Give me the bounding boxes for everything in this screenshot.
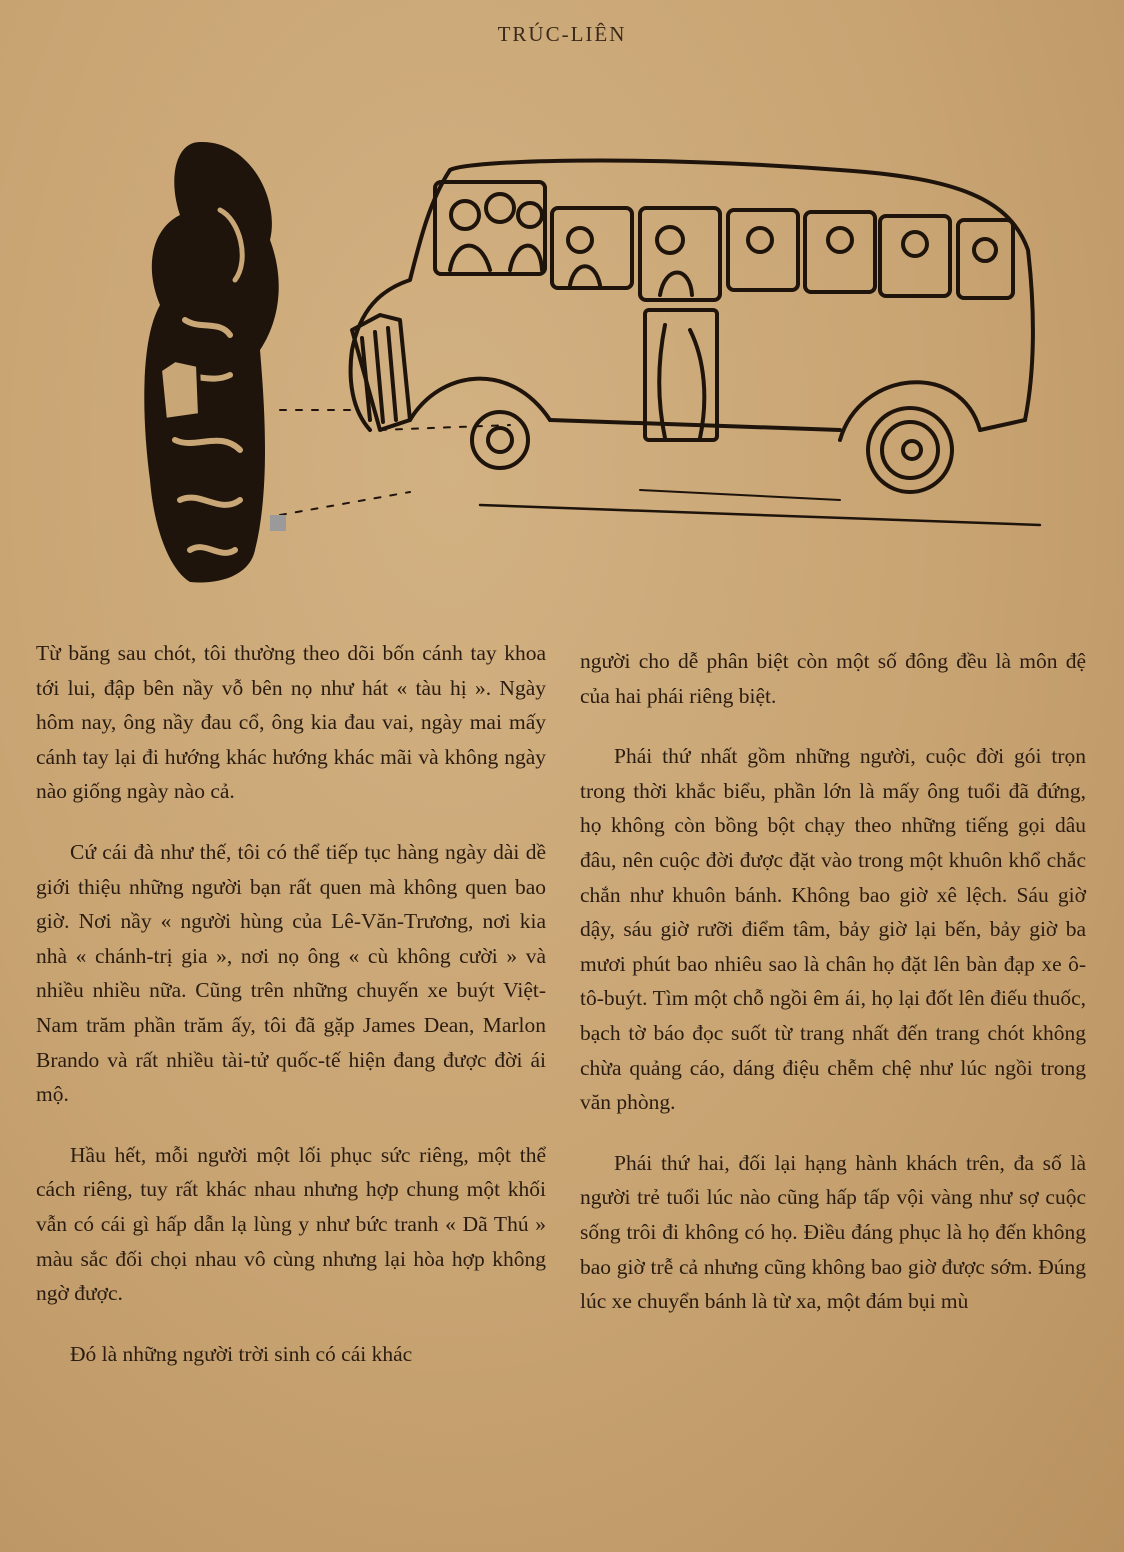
right-text-column bbox=[580, 644, 1086, 1319]
bus-drawing bbox=[351, 161, 1040, 525]
running-header: TRÚC-LIÊN bbox=[497, 22, 627, 46]
paragraph: Phái thứ hai, đối lại hạng hành khách trên, đa số là người trẻ tuổi lúc nào cũng hấp tấp vội vàng như sợ cuộc sống trôi đi không có họ. Điều đáng phục là họ đến không bao giờ trễ cả nhưng cũng không bao giờ được sớm. Đúng lúc xe chuyển bánh là từ xa, một đám bụi mù bbox=[580, 1150, 1086, 1314]
paragraph: Phái thứ nhất gồm những người, cuộc đời gói trọn trong thời khắc biểu, phần lớn là mấy ông tuổi đã đứng, họ không còn bồng bột chạy theo những tiếng gọi dâu đâu, nên cuộc đời được đặt vào trong một khuôn khổ chắc chắn như khuôn bánh. Không bao giờ xê lệch. Sáu giờ dậy, sáu giờ rưỡi điểm tâm, bảy giờ lại bến, bảy giờ ba mươi phút bao nhiêu sao là chân họ đặt lên bàn đạp xe ô-tô-buýt. Tìm một chỗ ngồi êm ái, họ lại đốt lên điếu thuốc, bạch tờ báo đọc suốt từ trang nhất đến trang chót không chừa quảng cáo, dáng điệu chễm chệ như lúc ngồi trong văn phòng. bbox=[580, 744, 1086, 1115]
paragraph: Từ băng sau chót, tôi thường theo dõi bốn cánh tay khoa tới lui, đập bên nầy vỗ bên nọ như hát « tàu hị ». Ngày hôm nay, ông nầy đau cổ, ông kia đau vai, ngày mai mấy cánh tay lại đi hướng khác hướng khác mãi và không ngày nào giống ngày nào cả. bbox=[36, 641, 546, 804]
paragraph: Đó là những người trời sinh có cái khác bbox=[70, 1341, 413, 1366]
paragraph: Cứ cái đà như thế, tôi có thể tiếp tục hàng ngày dài dề giới thiệu những người bạn rất quen mà không quen bao giờ. Nơi nầy « người hùng của Lê-Văn-Trương, nơi kia nhà « chánh-trị gia », nơi nọ ông « cù không cười » và nhiều nhiều nữa. Cũng trên những chuyến xe buýt Việt-Nam trăm phần trăm ấy, tôi đã gặp James Dean, Marlon Brando và rất nhiều tài-tử quốc-tế hiện đang được đời ái mộ. bbox=[36, 839, 546, 1107]
paragraph: Hầu hết, mỗi người một lối phục sức riêng, một thể cách riêng, tuy rất khác nhau nhưng hợp chung một khối vẫn có cái gì hấp dẫn lạ lùng y như bức tranh « Dã Thú » màu sắc đối chọi nhau vô cùng nhưng lại hòa hợp không ngờ được. bbox=[36, 1142, 546, 1306]
bus-and-woman-illustration bbox=[80, 120, 1060, 590]
left-text-column bbox=[36, 636, 546, 1371]
paragraph: người cho dễ phân biệt còn một số đông đều là môn đệ của hai phái riêng biệt. bbox=[580, 649, 1086, 708]
